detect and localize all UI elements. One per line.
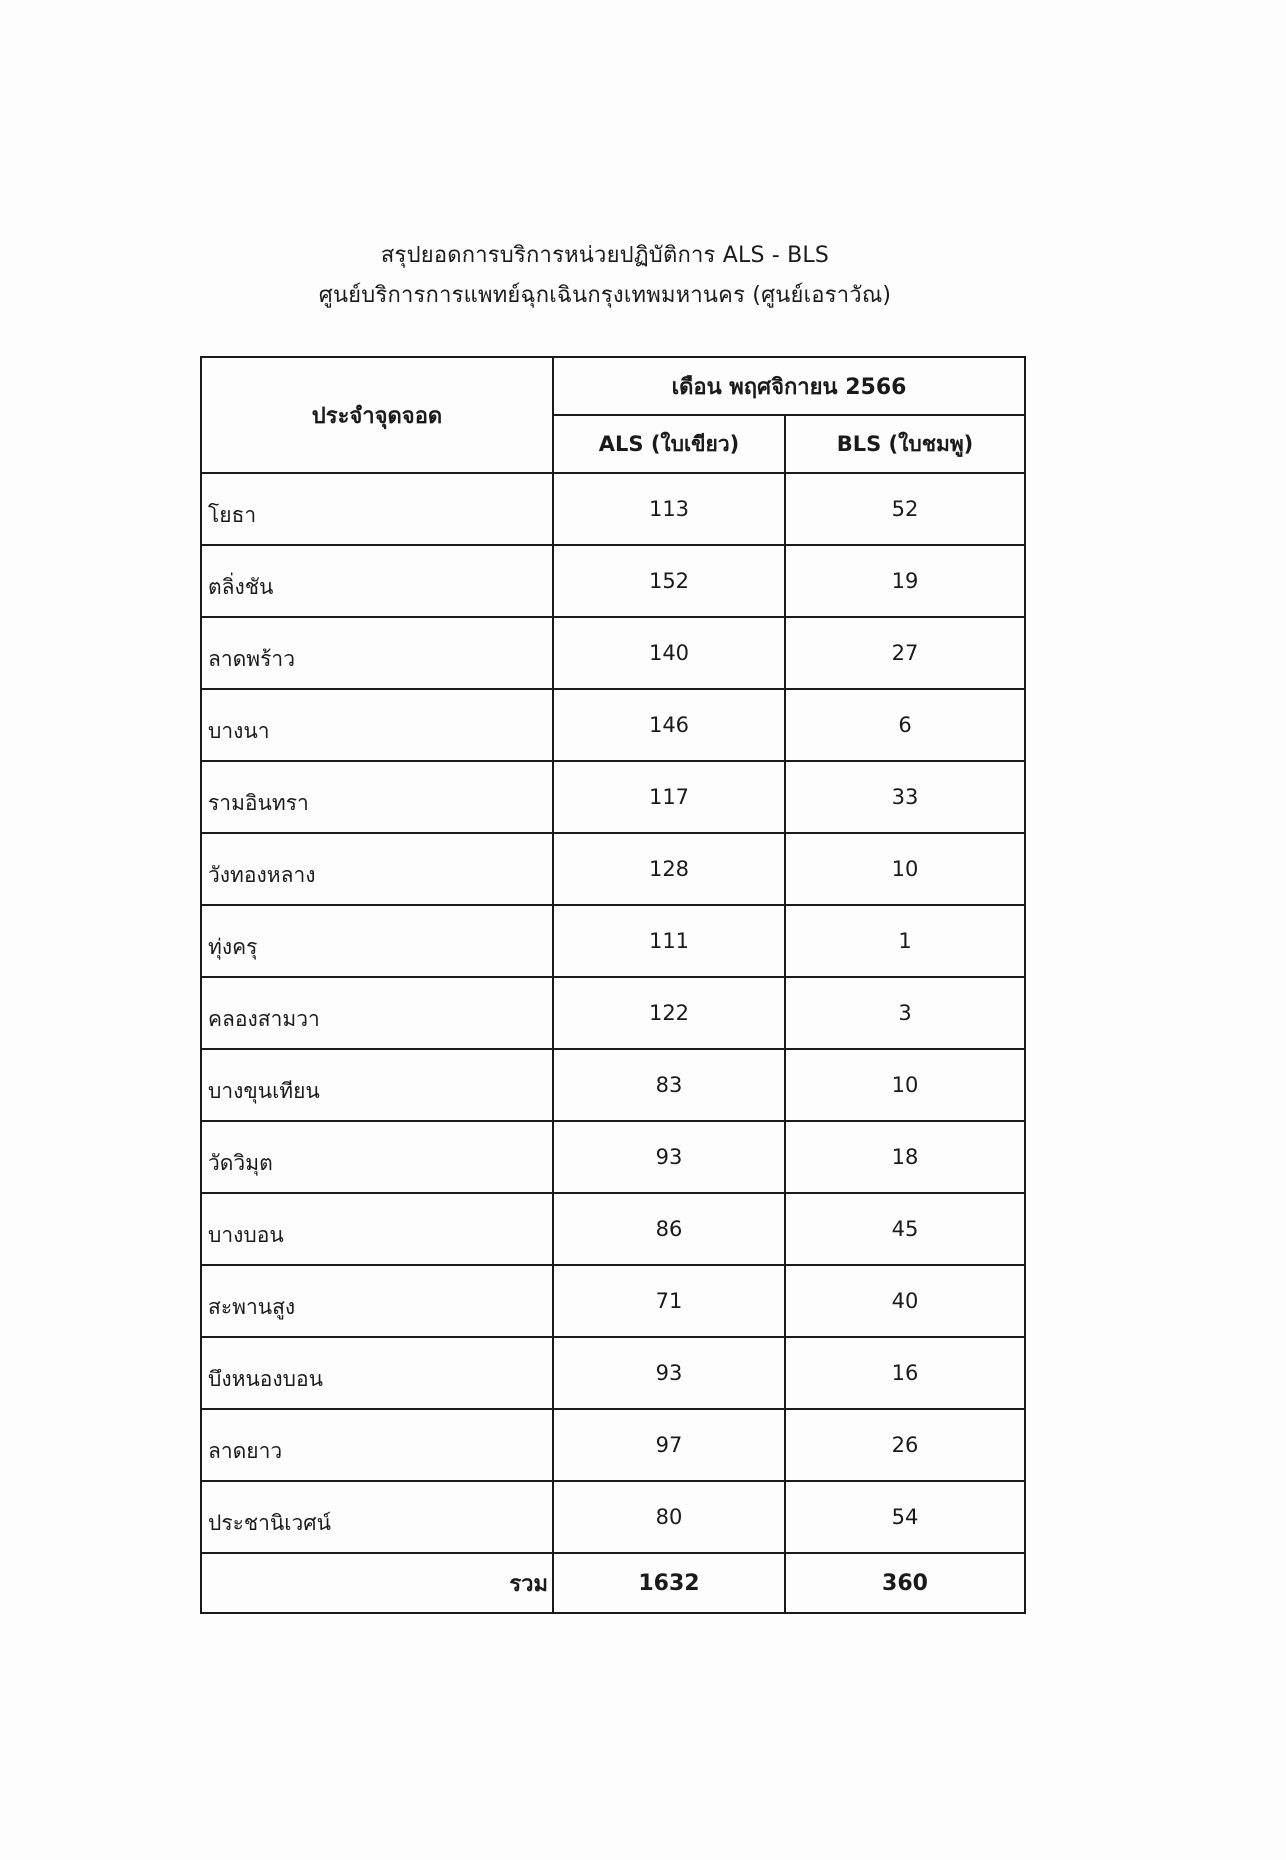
row-als-value: 93 <box>553 1121 785 1193</box>
row-bls-value: 18 <box>785 1121 1025 1193</box>
row-bls-value: 54 <box>785 1481 1025 1553</box>
total-row <box>201 1553 1025 1613</box>
table-row <box>201 977 1025 1049</box>
table-body <box>201 473 1025 1553</box>
row-bls-value: 27 <box>785 617 1025 689</box>
table-row <box>201 761 1025 833</box>
row-bls-value: 19 <box>785 545 1025 617</box>
document-title: สรุปยอดการบริการหน่วยปฏิบัติการ ALS - BLS <box>380 243 830 268</box>
row-location: ตลิ่งชัน <box>201 545 553 617</box>
table-row <box>201 617 1025 689</box>
table-row <box>201 1121 1025 1193</box>
row-bls-value: 1 <box>785 905 1025 977</box>
table-row <box>201 1265 1025 1337</box>
table-row <box>201 473 1025 545</box>
total-bls: 360 <box>785 1553 1025 1613</box>
row-als-value: 152 <box>553 545 785 617</box>
row-location: รามอินทรา <box>201 761 553 833</box>
row-location: ประชานิเวศน์ <box>201 1481 553 1553</box>
location-column-header: ประจำจุดจอด <box>201 357 553 473</box>
row-als-value: 80 <box>553 1481 785 1553</box>
row-location: โยธา <box>201 473 553 545</box>
row-location: บึงหนองบอน <box>201 1337 553 1409</box>
table-row <box>201 1193 1025 1265</box>
row-location: วัดวิมุต <box>201 1121 553 1193</box>
row-location: ทุ่งครุ <box>201 905 553 977</box>
table-row <box>201 1409 1025 1481</box>
table-row <box>201 1337 1025 1409</box>
row-bls-value: 52 <box>785 473 1025 545</box>
row-bls-value: 10 <box>785 833 1025 905</box>
row-bls-value: 3 <box>785 977 1025 1049</box>
row-als-value: 97 <box>553 1409 785 1481</box>
table-row <box>201 833 1025 905</box>
document-header <box>0 236 1210 316</box>
table-row <box>201 689 1025 761</box>
row-bls-value: 10 <box>785 1049 1025 1121</box>
table-row <box>201 905 1025 977</box>
row-als-value: 83 <box>553 1049 785 1121</box>
table-row <box>201 545 1025 617</box>
total-als: 1632 <box>553 1553 785 1613</box>
row-als-value: 122 <box>553 977 785 1049</box>
row-als-value: 140 <box>553 617 785 689</box>
total-label: รวม <box>201 1553 553 1613</box>
summary-table-container <box>200 356 1024 1614</box>
row-location: บางบอน <box>201 1193 553 1265</box>
als-column-header: ALS (ใบเขียว) <box>553 415 785 473</box>
row-als-value: 71 <box>553 1265 785 1337</box>
row-bls-value: 45 <box>785 1193 1025 1265</box>
row-als-value: 86 <box>553 1193 785 1265</box>
row-als-value: 113 <box>553 473 785 545</box>
row-location: สะพานสูง <box>201 1265 553 1337</box>
row-als-value: 93 <box>553 1337 785 1409</box>
row-als-value: 128 <box>553 833 785 905</box>
row-location: บางนา <box>201 689 553 761</box>
table-row <box>201 1049 1025 1121</box>
row-als-value: 146 <box>553 689 785 761</box>
row-location: คลองสามวา <box>201 977 553 1049</box>
bls-column-header: BLS (ใบชมพู) <box>785 415 1025 473</box>
document-subtitle: ศูนย์บริการการแพทย์ฉุกเฉินกรุงเทพมหานคร (ศูนย์เอราวัณ) <box>318 283 892 308</box>
row-bls-value: 40 <box>785 1265 1025 1337</box>
row-location: ลาดยาว <box>201 1409 553 1481</box>
row-als-value: 111 <box>553 905 785 977</box>
row-als-value: 117 <box>553 761 785 833</box>
row-bls-value: 16 <box>785 1337 1025 1409</box>
row-location: ลาดพร้าว <box>201 617 553 689</box>
row-bls-value: 26 <box>785 1409 1025 1481</box>
row-bls-value: 6 <box>785 689 1025 761</box>
month-header: เดือน พฤศจิกายน 2566 <box>553 357 1025 415</box>
row-location: วังทองหลาง <box>201 833 553 905</box>
table-row <box>201 1481 1025 1553</box>
row-location: บางขุนเทียน <box>201 1049 553 1121</box>
summary-table <box>200 356 1026 1614</box>
row-bls-value: 33 <box>785 761 1025 833</box>
